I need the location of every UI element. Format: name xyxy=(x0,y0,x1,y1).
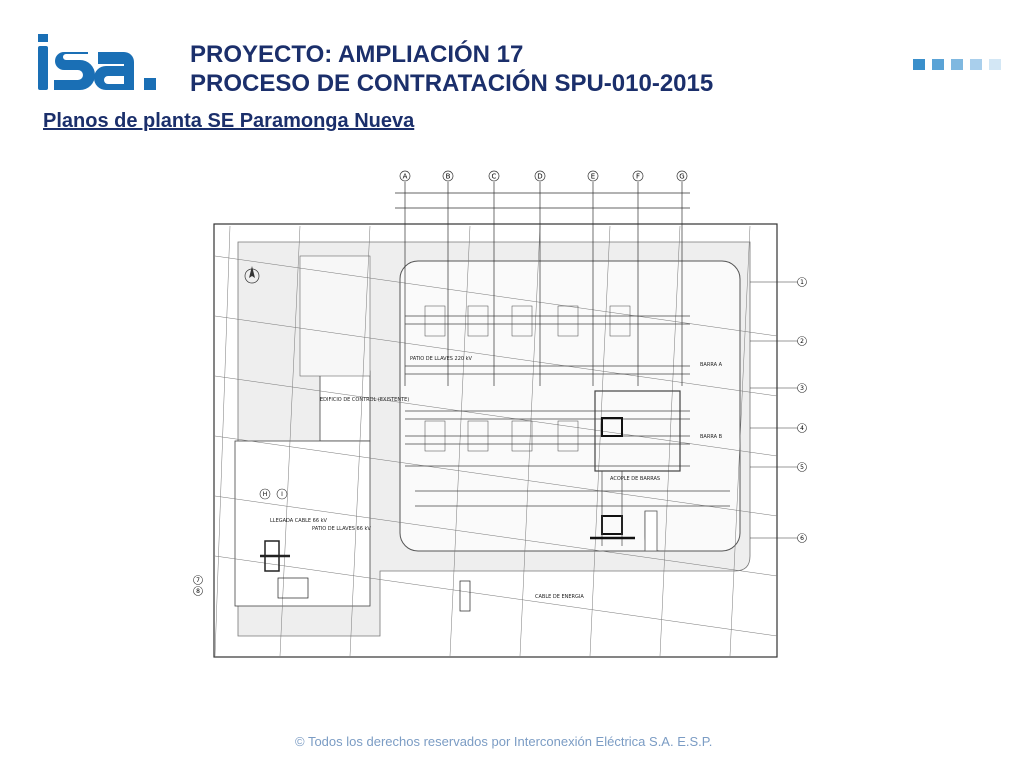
square-1 xyxy=(913,59,925,70)
control-building xyxy=(320,371,370,441)
label-patio-66: PATIO DE LLAVES 66 kV xyxy=(312,526,371,532)
switchyard-220 xyxy=(400,261,740,551)
slide-title xyxy=(190,40,713,98)
axis-2: 2 xyxy=(800,338,804,345)
axis-f: F xyxy=(635,172,641,181)
copyright-footer: © Todos los derechos reservados por Interconexión Eléctrica S.A. E.S.P. xyxy=(295,734,713,749)
label-edificio: EDIFICIO DE CONTROL (EXISTENTE) xyxy=(320,397,410,403)
right-axis xyxy=(750,278,807,543)
axis-4: 4 xyxy=(800,425,804,432)
axis-b: B xyxy=(445,172,451,181)
axis-d: D xyxy=(537,172,543,181)
axis-1: 1 xyxy=(800,279,804,286)
axis-c: C xyxy=(491,172,497,181)
label-barra-b: BARRA B xyxy=(700,434,723,440)
axis-e: E xyxy=(590,172,596,181)
square-5 xyxy=(989,59,1001,70)
label-barra-a: BARRA A xyxy=(700,362,723,368)
axis-7: 7 xyxy=(196,577,200,584)
axis-i: I xyxy=(281,491,283,498)
isa-logo xyxy=(36,34,166,94)
label-patio-220: PATIO DE LLAVES 220 kV xyxy=(410,356,472,362)
slide-subtitle: Planos de planta SE Paramonga Nueva xyxy=(43,110,415,132)
top-axis-labels xyxy=(400,171,687,181)
axis-g: G xyxy=(679,172,685,181)
axis-a: A xyxy=(402,172,408,181)
square-4 xyxy=(970,59,982,70)
axis-8: 8 xyxy=(196,588,200,595)
label-acople: ACOPLE DE BARRAS xyxy=(610,476,661,482)
square-3 xyxy=(951,59,963,70)
square-2 xyxy=(932,59,944,70)
label-llegada: LLEGADA CABLE 66 kV xyxy=(270,518,327,524)
site-plan-drawing xyxy=(190,166,810,664)
title-line-1: PROYECTO: AMPLIACIÓN 17 xyxy=(190,41,524,68)
axis-6: 6 xyxy=(800,535,804,542)
label-cable: CABLE DE ENERGIA xyxy=(535,594,584,600)
decorative-squares xyxy=(913,59,1001,70)
title-line-2: PROCESO DE CONTRATACIÓN SPU-010-2015 xyxy=(190,70,714,97)
axis-3: 3 xyxy=(800,385,804,392)
axis-h: H xyxy=(262,491,268,498)
axis-5: 5 xyxy=(800,464,804,471)
